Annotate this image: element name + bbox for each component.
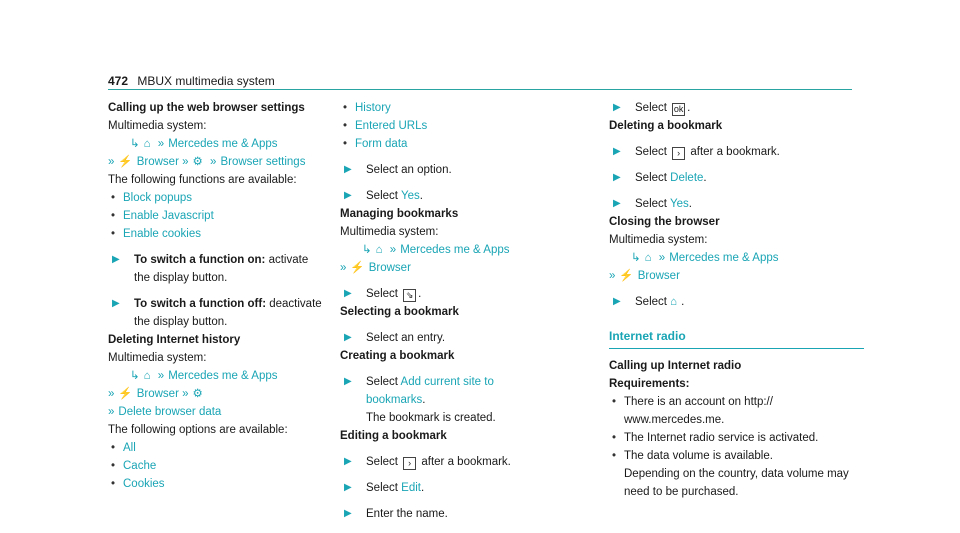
chevron-right-icon: › — [403, 457, 416, 470]
link-mercedes-me[interactable]: Mercedes me & Apps — [168, 138, 278, 150]
step-text: Select — [635, 296, 667, 308]
multimedia-label: Multimedia system: — [108, 352, 207, 364]
double-chevron-icon: » — [157, 138, 165, 150]
step-arrow-icon: ▶ — [344, 376, 352, 387]
chevron-right-icon: › — [672, 147, 685, 160]
nav-path — [108, 367, 323, 385]
step-arrow-icon: ▶ — [112, 298, 120, 309]
header-rule — [108, 89, 852, 90]
list-item: • Entered URLs — [340, 117, 555, 135]
page-number: 472 — [108, 74, 129, 88]
list-item: • Cookies — [108, 475, 323, 493]
bookmark-icon: ⇘ — [403, 289, 416, 302]
browser-icon: ⚡ — [619, 270, 634, 282]
step-text: Select an option. — [366, 164, 452, 176]
link-mercedes-me[interactable]: Mercedes me & Apps — [669, 252, 779, 264]
nav-path — [340, 241, 555, 259]
step-arrow-icon: ▶ — [344, 482, 352, 493]
step-text: deactivate the display button. — [134, 298, 322, 328]
step: ▶ Select Yes. — [609, 195, 864, 213]
step-text: Select — [366, 376, 398, 388]
req-text: need to be purchased. — [624, 486, 739, 498]
list-item: • Form data — [340, 135, 555, 153]
req-text: The Internet radio service is activated. — [624, 432, 819, 444]
gear-icon: ⚙ — [192, 156, 203, 168]
step-arrow-icon: ▶ — [344, 288, 352, 299]
link-yes[interactable]: Yes — [400, 190, 420, 202]
option-all[interactable]: All — [123, 442, 136, 454]
multimedia-label: Multimedia system: — [340, 226, 439, 238]
step-note: The bookmark is created. — [366, 412, 496, 424]
step — [108, 251, 323, 287]
link-browser[interactable]: Browser — [368, 262, 411, 274]
step-text: Select — [635, 102, 667, 114]
nav-path-2 — [108, 385, 323, 403]
link-edit[interactable]: Edit — [401, 482, 421, 494]
link-yes[interactable]: Yes — [669, 198, 689, 210]
section-title-internet-radio: Internet radio — [609, 329, 686, 343]
function-block-popups[interactable]: Block popups — [123, 192, 193, 204]
step-bold: To switch a function on: — [134, 254, 266, 266]
heading-closing-browser: Closing the browser — [609, 216, 720, 228]
step-text: after a bookmark. — [421, 456, 511, 468]
step: ▶ Select Yes. — [340, 187, 555, 205]
step-text: Enter the name. — [366, 508, 448, 520]
req-text: The data volume is available. — [624, 450, 773, 462]
req-text: Depending on the country, data volume may — [624, 468, 849, 480]
option-history[interactable]: History — [355, 102, 391, 114]
nav-path-2 — [609, 267, 864, 285]
link-mercedes-me[interactable]: Mercedes me & Apps — [400, 244, 510, 256]
double-chevron-icon: » — [182, 156, 189, 168]
step-text: Select an entry. — [366, 332, 446, 344]
req-text: There is an account on http:// — [624, 396, 773, 408]
function-enable-cookies[interactable]: Enable cookies — [123, 228, 201, 240]
req-text: www.mercedes.me. — [624, 414, 725, 426]
requirements-label: Requirements: — [609, 378, 690, 390]
double-chevron-icon: » — [108, 406, 115, 418]
step-arrow-icon: ▶ — [613, 102, 621, 113]
browser-icon: ⚡ — [118, 156, 133, 168]
heading-browser-settings: Calling up the web browser settings — [108, 102, 305, 114]
home-icon: ⌂ — [143, 138, 151, 150]
step: ▶ Select Add current site to bookmarks. The bookmark is created. — [340, 373, 555, 427]
step-text: after a bookmark. — [690, 146, 780, 158]
link-browser[interactable]: Browser — [637, 270, 680, 282]
step: ▶ Select ⌂ . — [609, 293, 864, 311]
step-arrow-icon: ▶ — [344, 190, 352, 201]
nav-path — [609, 249, 864, 267]
link-add-current-site[interactable]: Add current site to bookmarks — [366, 376, 494, 406]
heading-selecting-bookmark: Selecting a bookmark — [340, 306, 459, 318]
step — [340, 453, 555, 471]
heading-deleting-bookmark: Deleting a bookmark — [609, 120, 723, 132]
step-arrow-icon: ▶ — [613, 198, 621, 209]
list-item: • Block popups — [108, 189, 323, 207]
step-text: Select — [366, 288, 398, 300]
option-form-data[interactable]: Form data — [355, 138, 408, 150]
double-chevron-icon: » — [389, 244, 397, 256]
step: ▶ Select ok . — [609, 99, 864, 117]
nav-path-2 — [340, 259, 555, 277]
list-item: • The Internet radio service is activated. — [609, 429, 864, 447]
return-arrow-icon: ↳ — [631, 252, 641, 264]
heading-calling-internet-radio: Calling up Internet radio — [609, 360, 742, 372]
step: ▶ Select ⇘ . — [340, 285, 555, 303]
column-1 — [108, 99, 323, 493]
ok-icon: ok — [673, 104, 684, 114]
list-item: • Cache — [108, 457, 323, 475]
double-chevron-icon: » — [182, 388, 189, 400]
step: ▶ Select Edit. — [340, 479, 555, 497]
step — [340, 329, 555, 347]
step — [340, 505, 555, 523]
step-bold: To switch a function off: — [134, 298, 267, 310]
step-text: Select — [635, 198, 667, 210]
step-arrow-icon: ▶ — [613, 172, 621, 183]
multimedia-label: Multimedia system: — [108, 120, 207, 132]
heading-creating-bookmark: Creating a bookmark — [340, 350, 455, 362]
return-arrow-icon: ↳ — [130, 370, 140, 382]
double-chevron-icon: » — [609, 270, 616, 282]
nav-path-2 — [108, 153, 323, 171]
step-arrow-icon: ▶ — [613, 146, 621, 157]
step — [108, 295, 323, 331]
page-header — [108, 74, 275, 88]
heading-deleting-history: Deleting Internet history — [108, 334, 241, 346]
browser-icon: ⚡ — [118, 388, 133, 400]
nav-path — [108, 135, 323, 153]
double-chevron-icon: » — [157, 370, 165, 382]
step-text: Select — [366, 190, 398, 202]
double-chevron-icon: » — [108, 156, 115, 168]
step-arrow-icon: ▶ — [344, 332, 352, 343]
nav-path-3 — [108, 403, 323, 421]
list-item: • The data volume is available. Depending on the country, data volume may need to be purchased. — [612, 450, 849, 498]
return-arrow-icon: ↳ — [362, 244, 372, 256]
option-cookies[interactable]: Cookies — [123, 478, 165, 490]
double-chevron-icon: » — [108, 388, 115, 400]
intro-text: The following options are available: — [108, 424, 288, 436]
home-icon: ⌂ — [670, 296, 678, 308]
step-arrow-icon: ▶ — [344, 456, 352, 467]
function-enable-javascript[interactable]: Enable Javascript — [123, 210, 214, 222]
list-item: • There is an account on http:// www.mercedes.me. — [612, 396, 773, 426]
step-text: Select — [635, 146, 667, 158]
step-arrow-icon: ▶ — [112, 254, 120, 265]
column-2 — [340, 99, 555, 523]
home-icon: ⌂ — [375, 244, 383, 256]
link-browser-settings[interactable]: Browser settings — [220, 156, 306, 168]
list-item: • Enable Javascript — [108, 207, 323, 225]
step: ▶ Select Delete. — [609, 169, 864, 187]
step-text: Select — [366, 482, 398, 494]
heading-managing-bookmarks: Managing bookmarks — [340, 208, 459, 220]
double-chevron-icon: » — [658, 252, 666, 264]
intro-text: The following functions are available: — [108, 174, 297, 186]
home-icon: ⌂ — [644, 252, 652, 264]
option-cache[interactable]: Cache — [123, 460, 157, 472]
list-item: • History — [340, 99, 555, 117]
column-3 — [609, 99, 864, 501]
option-entered-urls[interactable]: Entered URLs — [355, 120, 428, 132]
link-delete-browser-data[interactable]: Delete browser data — [118, 406, 222, 418]
link-delete[interactable]: Delete — [670, 172, 704, 184]
heading-editing-bookmark: Editing a bookmark — [340, 430, 447, 442]
link-browser[interactable]: Browser — [136, 388, 179, 400]
step-arrow-icon: ▶ — [613, 296, 621, 307]
double-chevron-icon: » — [210, 156, 217, 168]
multimedia-label: Multimedia system: — [609, 234, 708, 246]
step-arrow-icon: ▶ — [344, 164, 352, 175]
home-icon: ⌂ — [143, 370, 151, 382]
gear-icon: ⚙ — [192, 388, 203, 400]
step-text: Select — [366, 456, 398, 468]
header-title: MBUX multimedia system — [137, 74, 275, 88]
double-chevron-icon: » — [340, 262, 347, 274]
list-item: • All — [108, 439, 323, 457]
link-browser[interactable]: Browser — [136, 156, 179, 168]
browser-icon: ⚡ — [350, 262, 365, 274]
step — [340, 161, 555, 179]
step-text: Select — [635, 172, 667, 184]
return-arrow-icon: ↳ — [130, 138, 140, 150]
step-text: activate the display button. — [134, 254, 309, 284]
step — [609, 143, 864, 161]
link-mercedes-me[interactable]: Mercedes me & Apps — [168, 370, 278, 382]
list-item: • Enable cookies — [108, 225, 323, 243]
step-arrow-icon: ▶ — [344, 508, 352, 519]
